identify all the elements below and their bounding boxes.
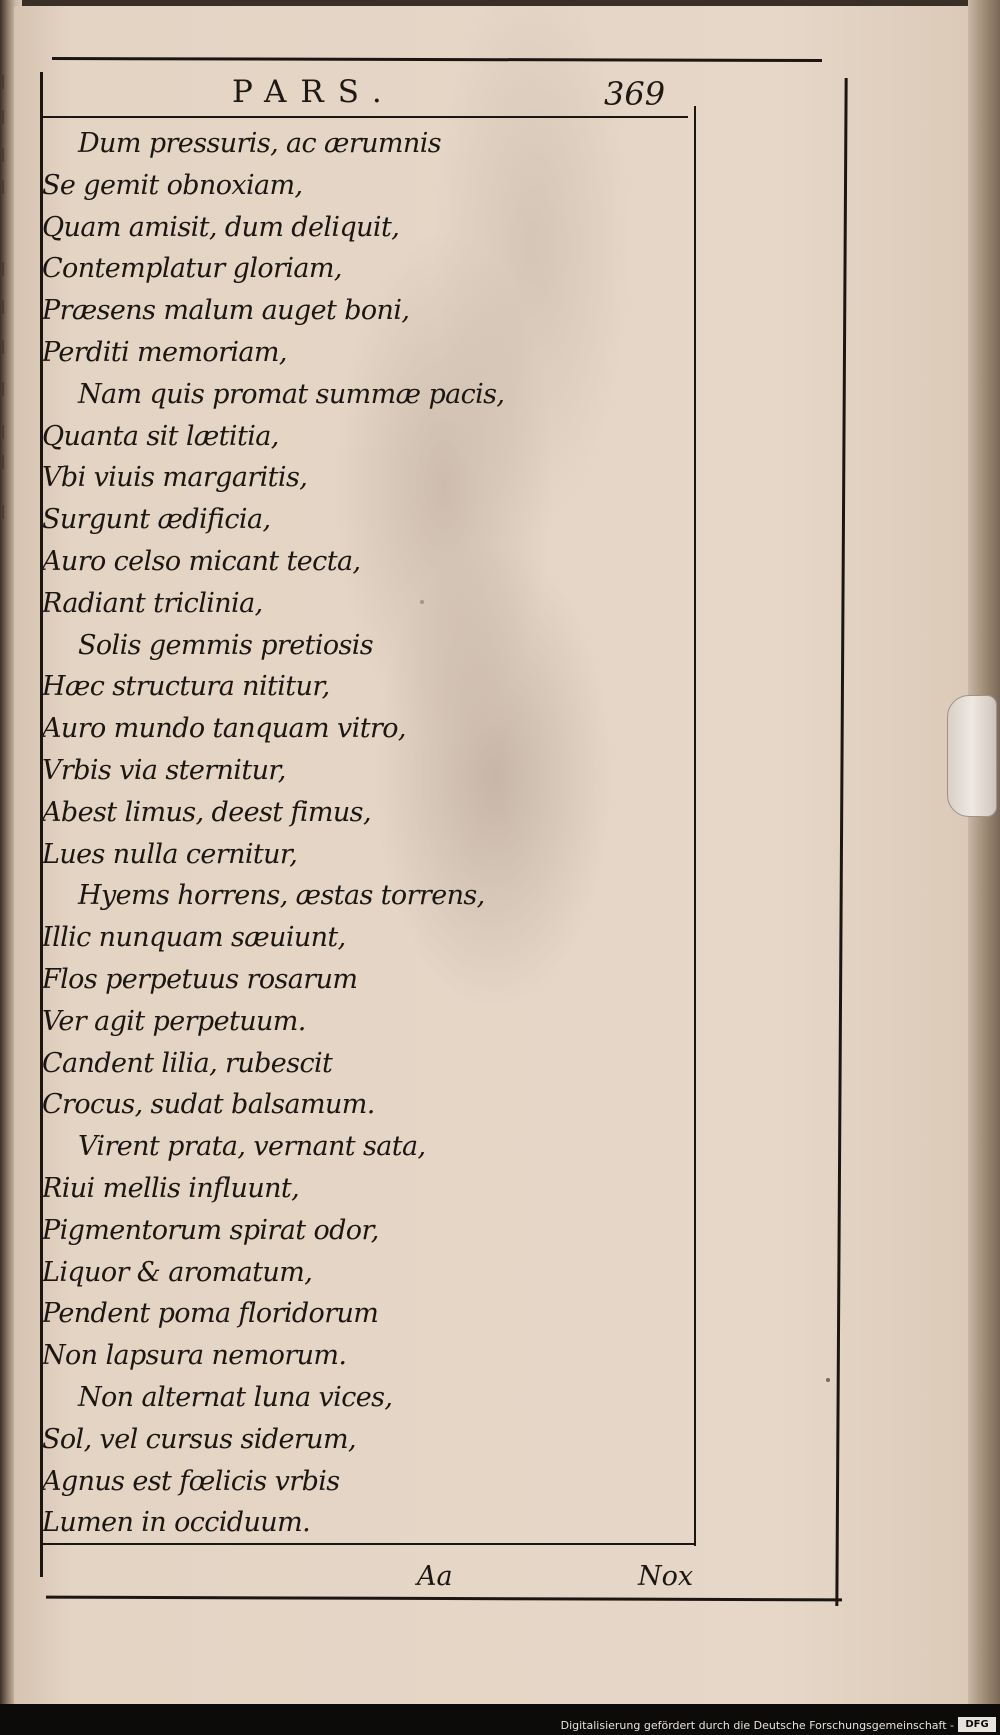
verse-line: Auro celso micant tecta,: [42, 546, 361, 577]
verse-line: Non lapsura nemorum.: [42, 1340, 347, 1372]
verse-line: Abest limus, deest fimus,: [42, 796, 371, 828]
verse-line: Contemplatur gloriam,: [42, 253, 342, 285]
verse-line: Liquor & aromatum,: [42, 1256, 313, 1288]
verse-line: Candent lilia, rubescit: [42, 1047, 333, 1079]
verse-line: Radiant triclinia,: [42, 587, 263, 619]
previous-page-glyph: [2, 382, 18, 396]
verse-line: Surgunt ædificia,: [42, 504, 271, 536]
verse-line: Non alternat luna vices,: [78, 1382, 393, 1413]
verse-line: Hæc structura nititur,: [42, 671, 330, 703]
previous-page-glyph: [2, 300, 18, 314]
verse-line: Vrbis via sternitur,: [42, 755, 286, 786]
dfg-logo: DFG: [958, 1717, 996, 1732]
verse-line: Nam quis promat summæ pacis,: [78, 378, 505, 410]
verse-line: Perditi memoriam,: [42, 337, 287, 368]
signature-mark: Aa: [417, 1561, 453, 1592]
verse-line: Crocus, sudat balsamum.: [42, 1089, 375, 1121]
verse-line: Auro mundo tanquam vitro,: [42, 713, 406, 745]
text-bottom-rule: [40, 1543, 694, 1545]
verse-line: Illic nunquam sæuiunt,: [42, 922, 346, 954]
verse-line: Solis gemmis pretiosis: [78, 629, 374, 661]
right-page-stack: [968, 0, 1000, 1735]
previous-page-glyph: [2, 75, 18, 89]
previous-page-glyph: [2, 180, 18, 194]
verse-line: Præsens malum auget boni,: [42, 295, 410, 327]
text-right-rule: [694, 106, 696, 1546]
previous-page-glyph: [2, 505, 18, 519]
previous-page-glyph: [2, 148, 18, 162]
verse-line: Riui mellis influunt,: [42, 1173, 300, 1204]
previous-page-glyph: [2, 340, 18, 354]
verse-line: Agnus est fœlicis vrbis: [42, 1465, 340, 1497]
verse-line: Quam amisit, dum deliquit,: [42, 211, 400, 243]
verse-line: Pigmentorum spirat odor,: [42, 1214, 379, 1246]
verse-line: Lumen in occiduum.: [42, 1507, 311, 1539]
verse-line: Vbi viuis margaritis,: [42, 462, 308, 494]
verse-line: Sol, vel cursus siderum,: [42, 1423, 356, 1455]
running-title: PARS.: [232, 74, 396, 110]
previous-page-glyph: [2, 110, 18, 124]
header-rule: [40, 116, 688, 118]
verse-line: Hyems horrens, æstas torrens,: [78, 880, 485, 912]
verse-line: Dum pressuris, ac ærumnis: [78, 128, 442, 159]
ink-speck: [420, 600, 424, 604]
verse-line: Se gemit obnoxiam,: [42, 169, 303, 201]
verse-line: Quanta sit lætitia,: [42, 420, 279, 452]
bookmark-tab: [947, 695, 997, 817]
previous-page-glyph: [2, 455, 18, 469]
page-number: 369: [604, 75, 666, 113]
funding-note: Digitalisierung gefördert durch die Deutsche Forschungsgemeinschaft -: [560, 1719, 954, 1732]
catchword: Nox: [638, 1561, 694, 1592]
verse-line: Virent prata, vernant sata,: [78, 1131, 426, 1163]
verse-line: Ver agit perpetuum.: [42, 1005, 306, 1037]
verse-line: Lues nulla cernitur,: [42, 838, 298, 870]
previous-page-glyph: [2, 425, 18, 439]
previous-page-glyph: [2, 262, 18, 276]
verse-line: Pendent poma floridorum: [42, 1298, 379, 1330]
verse-line: Flos perpetuus rosarum: [42, 964, 358, 995]
ink-speck: [826, 1378, 830, 1382]
